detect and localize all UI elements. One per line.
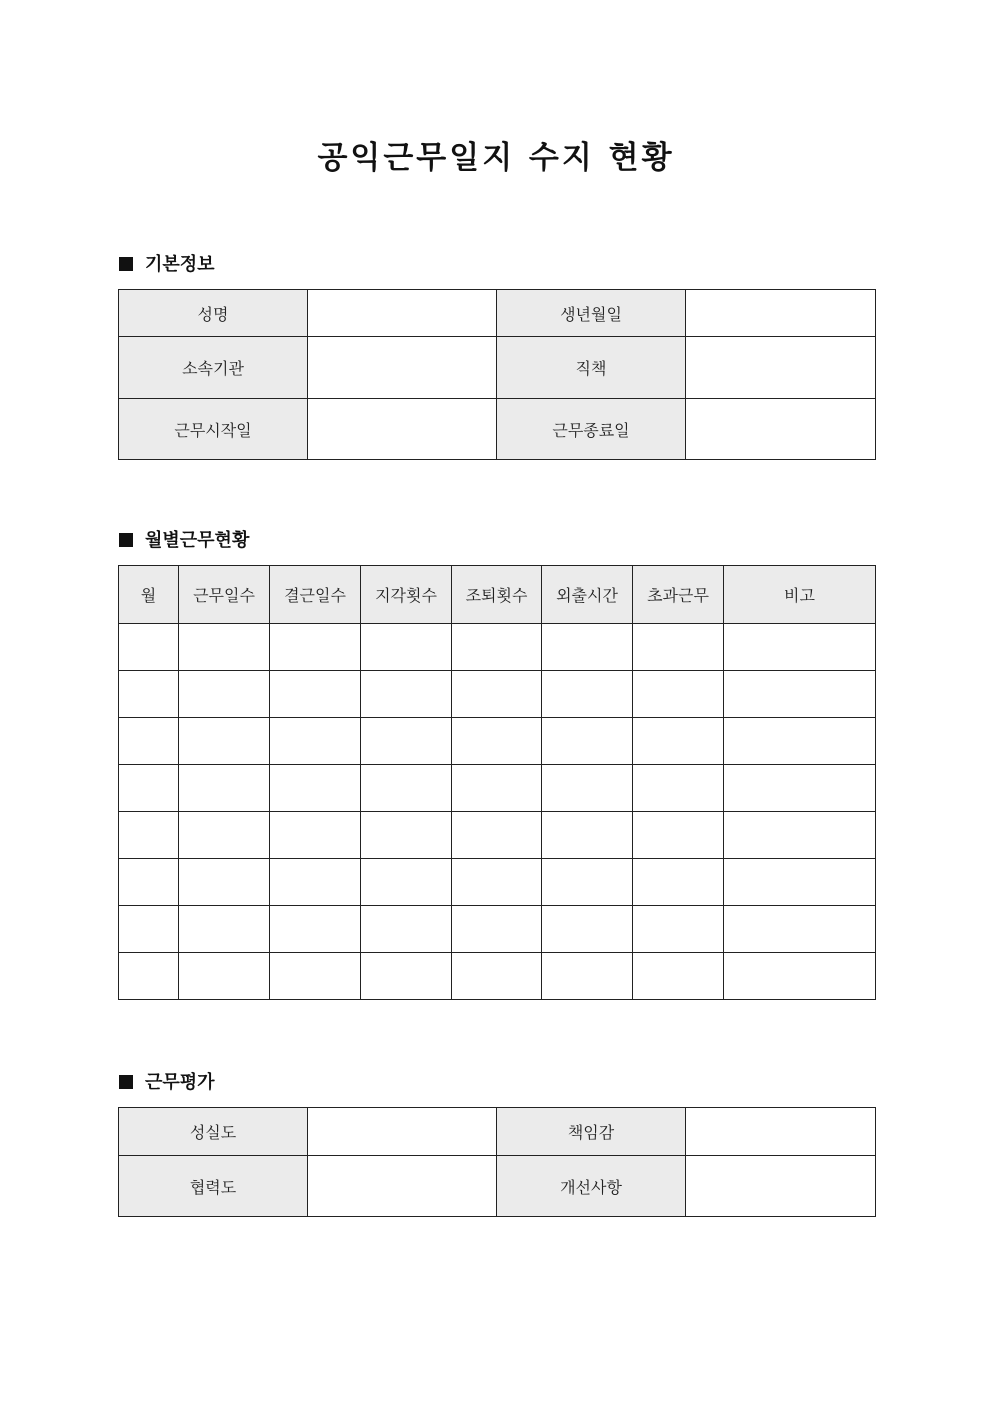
section-heading-text: 근무평가 [145,1072,215,1093]
monthly-value-cell[interactable] [452,718,542,765]
basic-info-value-cell[interactable] [308,399,497,460]
monthly-value-cell[interactable] [179,718,270,765]
monthly-value-cell[interactable] [361,718,452,765]
monthly-value-cell[interactable] [119,624,179,671]
monthly-table-row [119,671,876,718]
monthly-column-header: 초과근무 [633,566,724,624]
monthly-value-cell[interactable] [542,859,633,906]
evaluation-label-cell: 성실도 [119,1108,308,1156]
monthly-value-cell[interactable] [119,859,179,906]
monthly-value-cell[interactable] [119,953,179,1000]
evaluation-label-cell: 개선사항 [497,1156,686,1217]
monthly-value-cell[interactable] [542,718,633,765]
monthly-value-cell[interactable] [452,812,542,859]
monthly-value-cell[interactable] [452,859,542,906]
monthly-value-cell[interactable] [361,765,452,812]
monthly-value-cell[interactable] [724,906,876,953]
evaluation-row [119,1108,876,1156]
square-bullet-icon [119,257,133,271]
basic-info-row [119,337,876,399]
monthly-value-cell[interactable] [633,953,724,1000]
monthly-value-cell[interactable] [452,765,542,812]
monthly-value-cell[interactable] [542,624,633,671]
square-bullet-icon [119,533,133,547]
page-title: 공익근무일지 수지 현황 [317,140,675,176]
monthly-value-cell[interactable] [724,671,876,718]
basic-info-row [119,290,876,337]
monthly-value-cell[interactable] [633,718,724,765]
monthly-value-cell[interactable] [179,859,270,906]
basic-info-value-cell[interactable] [686,399,876,460]
evaluation-value-cell[interactable] [686,1108,876,1156]
monthly-value-cell[interactable] [633,671,724,718]
monthly-value-cell[interactable] [361,859,452,906]
monthly-value-cell[interactable] [361,624,452,671]
evaluation-row [119,1156,876,1217]
basic-info-label-cell: 생년월일 [497,290,686,337]
monthly-column-header: 월 [119,566,179,624]
basic-info-table [118,289,876,460]
monthly-value-cell[interactable] [119,671,179,718]
monthly-value-cell[interactable] [119,906,179,953]
evaluation-value-cell[interactable] [686,1156,876,1217]
monthly-table-row [119,812,876,859]
section-heading-text: 기본정보 [145,254,215,275]
monthly-value-cell[interactable] [724,765,876,812]
monthly-value-cell[interactable] [270,953,361,1000]
monthly-value-cell[interactable] [452,624,542,671]
section-heading-basic-info [119,253,215,277]
monthly-value-cell[interactable] [270,906,361,953]
monthly-value-cell[interactable] [270,624,361,671]
monthly-value-cell[interactable] [633,765,724,812]
monthly-value-cell[interactable] [724,624,876,671]
monthly-value-cell[interactable] [724,859,876,906]
monthly-value-cell[interactable] [179,812,270,859]
monthly-table-row [119,624,876,671]
monthly-value-cell[interactable] [361,953,452,1000]
monthly-table-row [119,718,876,765]
monthly-value-cell[interactable] [542,906,633,953]
monthly-value-cell[interactable] [633,812,724,859]
monthly-column-header: 조퇴횟수 [452,566,542,624]
basic-info-label-cell: 근무종료일 [497,399,686,460]
monthly-value-cell[interactable] [542,812,633,859]
monthly-column-header: 비고 [724,566,876,624]
monthly-column-header: 외출시간 [542,566,633,624]
monthly-value-cell[interactable] [119,718,179,765]
monthly-value-cell[interactable] [452,906,542,953]
monthly-value-cell[interactable] [452,671,542,718]
monthly-table-row [119,906,876,953]
basic-info-value-cell[interactable] [686,337,876,399]
monthly-status-table [118,565,876,1000]
monthly-value-cell[interactable] [542,671,633,718]
basic-info-label-cell: 근무시작일 [119,399,308,460]
monthly-value-cell[interactable] [633,624,724,671]
monthly-value-cell[interactable] [179,765,270,812]
monthly-column-header: 근무일수 [179,566,270,624]
monthly-value-cell[interactable] [179,671,270,718]
monthly-table-row [119,765,876,812]
monthly-table-row [119,859,876,906]
monthly-column-header: 지각횟수 [361,566,452,624]
monthly-table-row [119,953,876,1000]
monthly-value-cell[interactable] [361,671,452,718]
monthly-value-cell[interactable] [270,718,361,765]
evaluation-value-cell[interactable] [308,1108,497,1156]
basic-info-label-cell: 성명 [119,290,308,337]
basic-info-row [119,399,876,460]
monthly-value-cell[interactable] [452,953,542,1000]
basic-info-label-cell: 소속기관 [119,337,308,399]
monthly-value-cell[interactable] [179,624,270,671]
evaluation-table [118,1107,876,1217]
monthly-value-cell[interactable] [270,812,361,859]
monthly-value-cell[interactable] [724,718,876,765]
monthly-value-cell[interactable] [724,812,876,859]
monthly-header-row [119,566,876,624]
monthly-value-cell[interactable] [542,765,633,812]
basic-info-label-cell: 직책 [497,337,686,399]
basic-info-value-cell[interactable] [308,290,497,337]
monthly-value-cell[interactable] [361,812,452,859]
evaluation-label-cell: 협력도 [119,1156,308,1217]
evaluation-value-cell[interactable] [308,1156,497,1217]
monthly-value-cell[interactable] [179,953,270,1000]
section-heading-evaluation [119,1071,215,1095]
square-bullet-icon [119,1075,133,1089]
section-heading-monthly-status [119,529,249,553]
monthly-value-cell[interactable] [633,906,724,953]
monthly-value-cell[interactable] [542,953,633,1000]
monthly-value-cell[interactable] [633,859,724,906]
monthly-value-cell[interactable] [361,906,452,953]
monthly-column-header: 결근일수 [270,566,361,624]
evaluation-label-cell: 책임감 [497,1108,686,1156]
monthly-value-cell[interactable] [270,671,361,718]
basic-info-value-cell[interactable] [686,290,876,337]
monthly-value-cell[interactable] [179,906,270,953]
basic-info-value-cell[interactable] [308,337,497,399]
section-heading-text: 월별근무현황 [145,530,250,551]
monthly-value-cell[interactable] [119,765,179,812]
monthly-value-cell[interactable] [119,812,179,859]
monthly-value-cell[interactable] [270,765,361,812]
monthly-value-cell[interactable] [270,859,361,906]
monthly-value-cell[interactable] [724,953,876,1000]
